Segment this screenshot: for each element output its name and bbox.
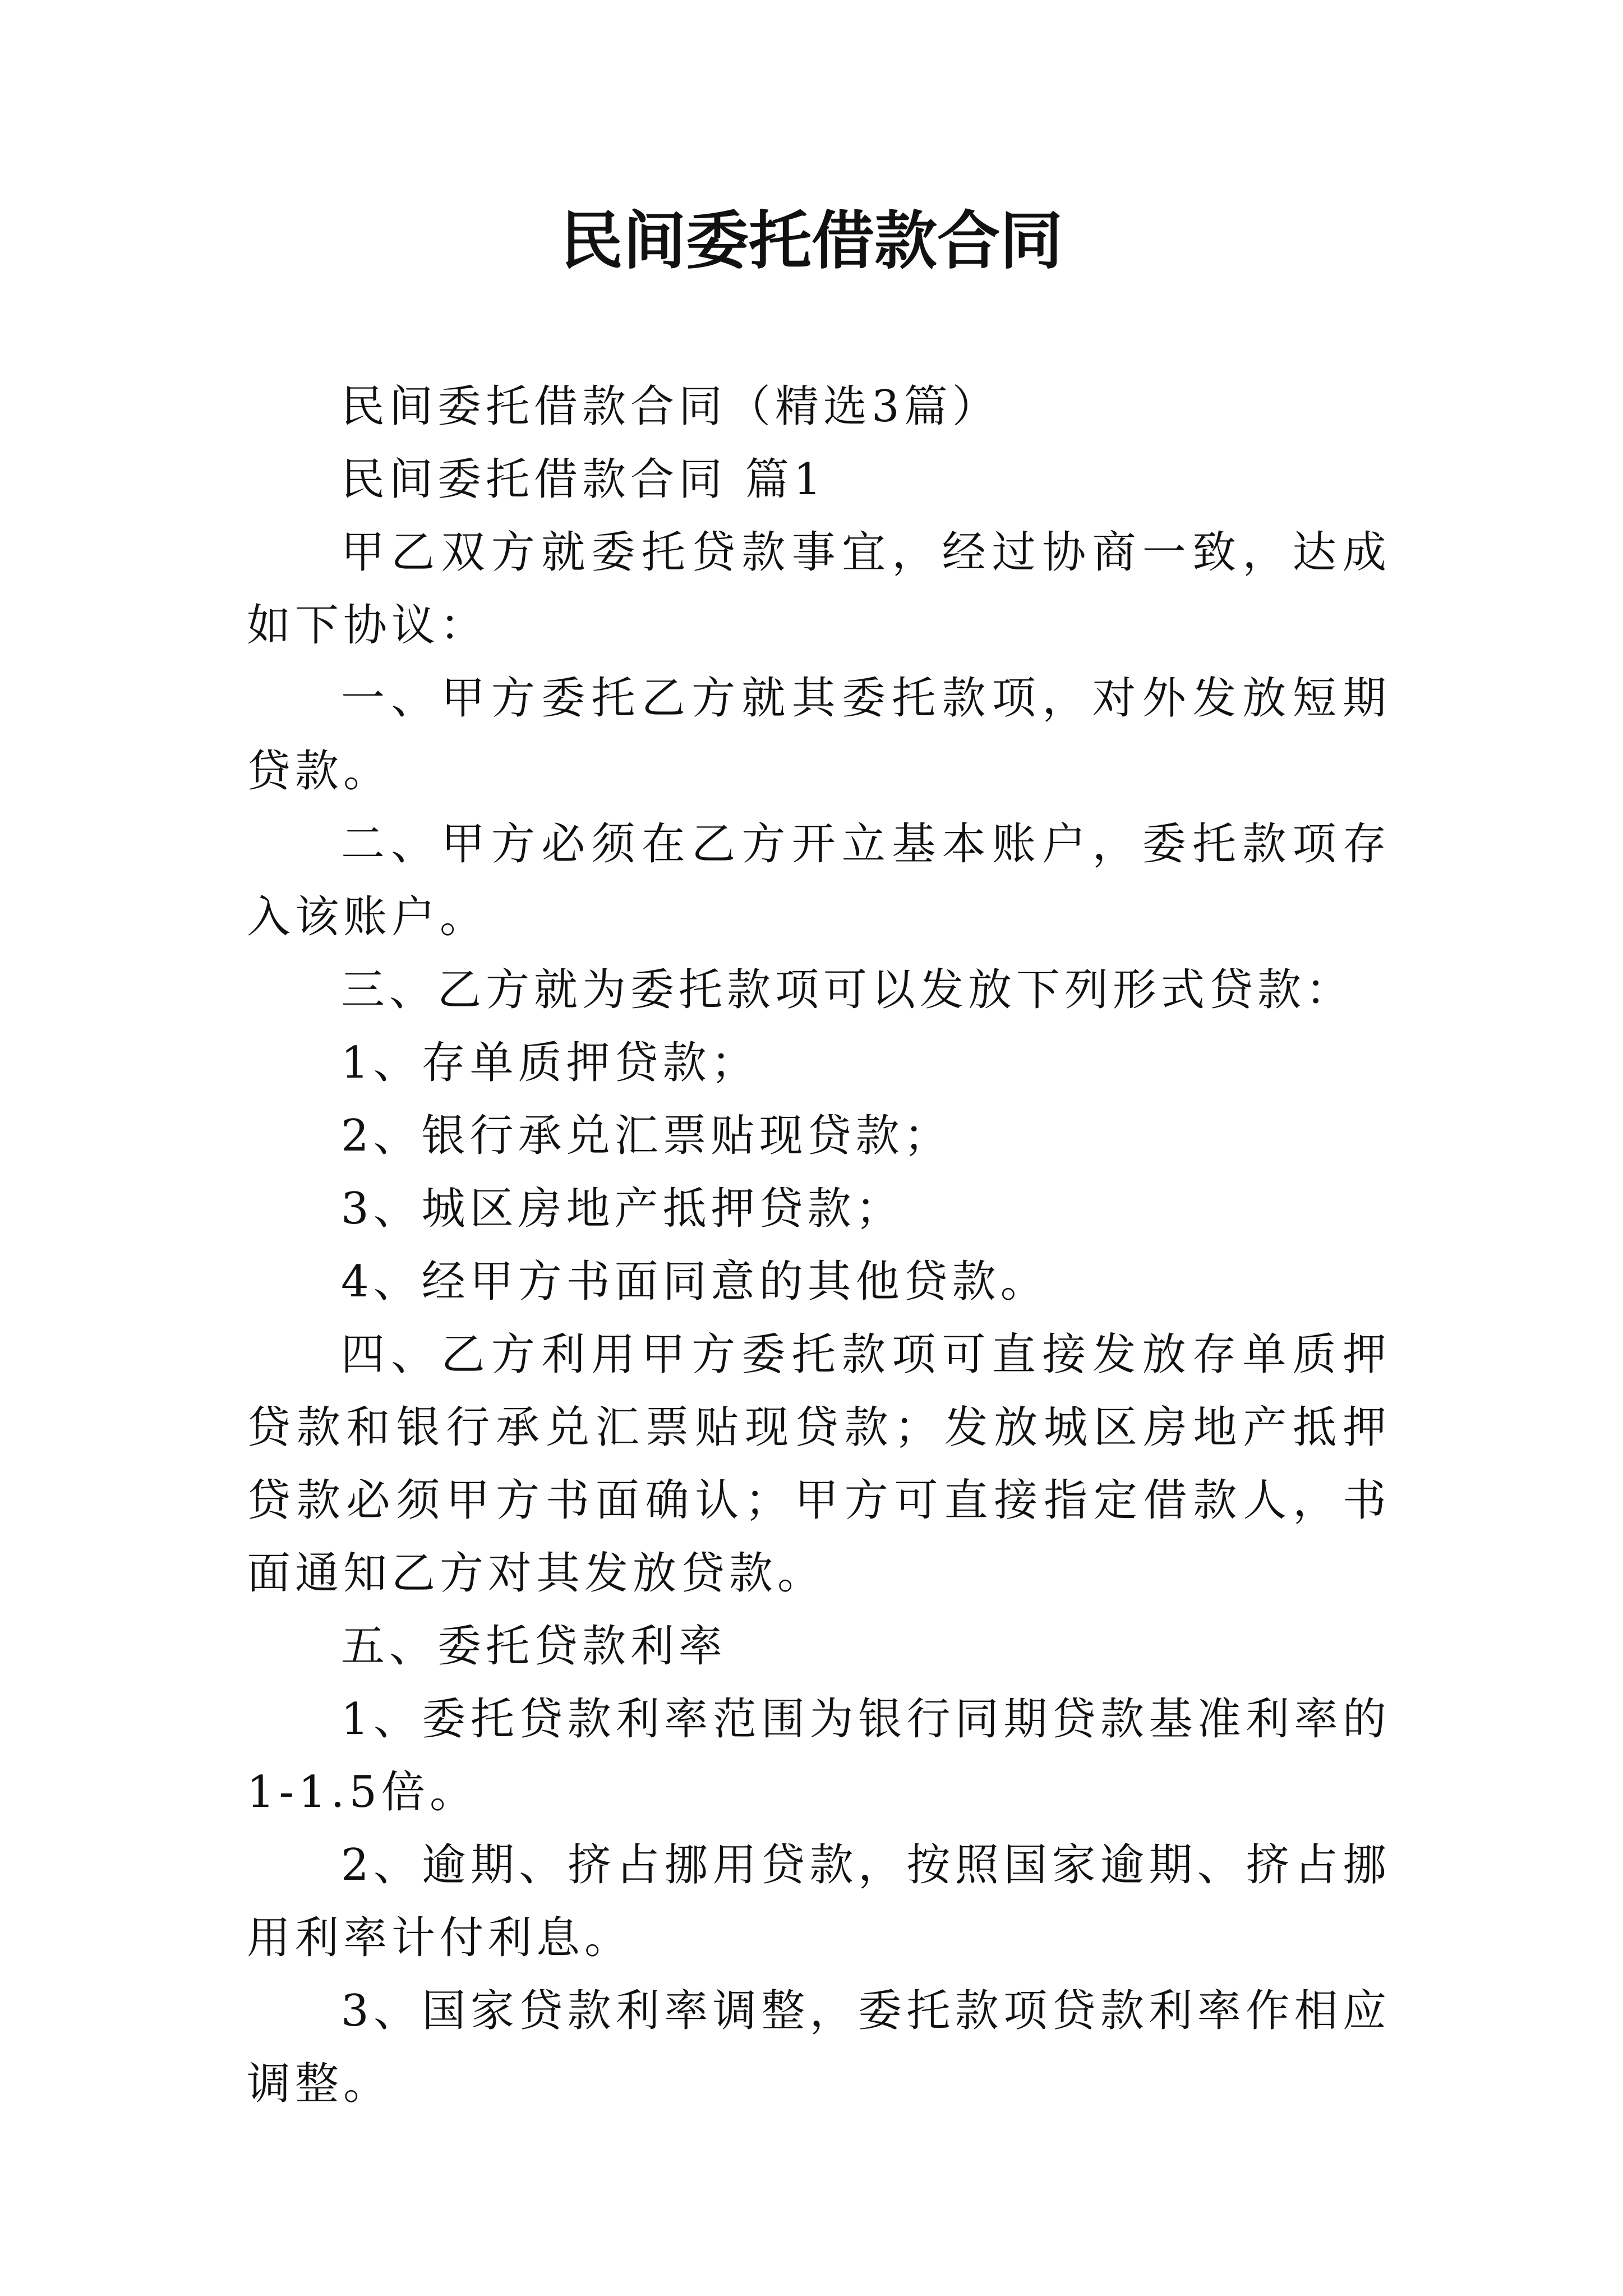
document-body: [247, 370, 1391, 2120]
paragraph-clause-5: 五、委托贷款利率: [341, 1621, 727, 1672]
document-title: 民间委托借款合同: [560, 204, 1063, 278]
paragraph-clause-4: 四、乙方利用甲方委托款项可直接发放存单质押贷款和银行承兑汇票贴现贷款；发放城区房地产抵押贷款必须甲方书面确认；甲方可直接指定借款人，书面通知乙方对其发放贷款。: [247, 1329, 1391, 1599]
paragraph-loan-type-2: 2、银行承兑汇票贴现贷款；: [341, 1111, 952, 1161]
paragraph-intro: 甲乙双方就委托贷款事宜，经过协商一致，达成如下协议：: [247, 527, 1391, 651]
paragraph-clause-3: 三、乙方就为委托款项可以发放下列形式贷款：: [341, 965, 1354, 1015]
paragraph-loan-type-3: 3、城区房地产抵押贷款；: [341, 1184, 904, 1234]
paragraph-section-heading: 民间委托借款合同 篇1: [341, 454, 826, 505]
paragraph-clause-2: 二、甲方必须在乙方开立基本账户，委托款项存入该账户。: [247, 819, 1391, 942]
paragraph-rate-3: 3、国家贷款利率调整，委托款项贷款利率作相应调整。: [247, 1986, 1391, 2109]
paragraph-collection-title: 民间委托借款合同（精选3篇）: [341, 381, 1000, 432]
paragraph-rate-1: 1、委托贷款利率范围为银行同期贷款基准利率的1-1.5倍。: [247, 1694, 1391, 1818]
paragraph-clause-1: 一、甲方委托乙方就其委托款项，对外发放短期贷款。: [247, 673, 1391, 797]
paragraph-rate-2: 2、逾期、挤占挪用贷款，按照国家逾期、挤占挪用利率计付利息。: [247, 1840, 1391, 1963]
paragraph-loan-type-4: 4、经甲方书面同意的其他贷款。: [341, 1257, 1049, 1307]
paragraph-loan-type-1: 1、存单质押贷款；: [341, 1038, 759, 1088]
